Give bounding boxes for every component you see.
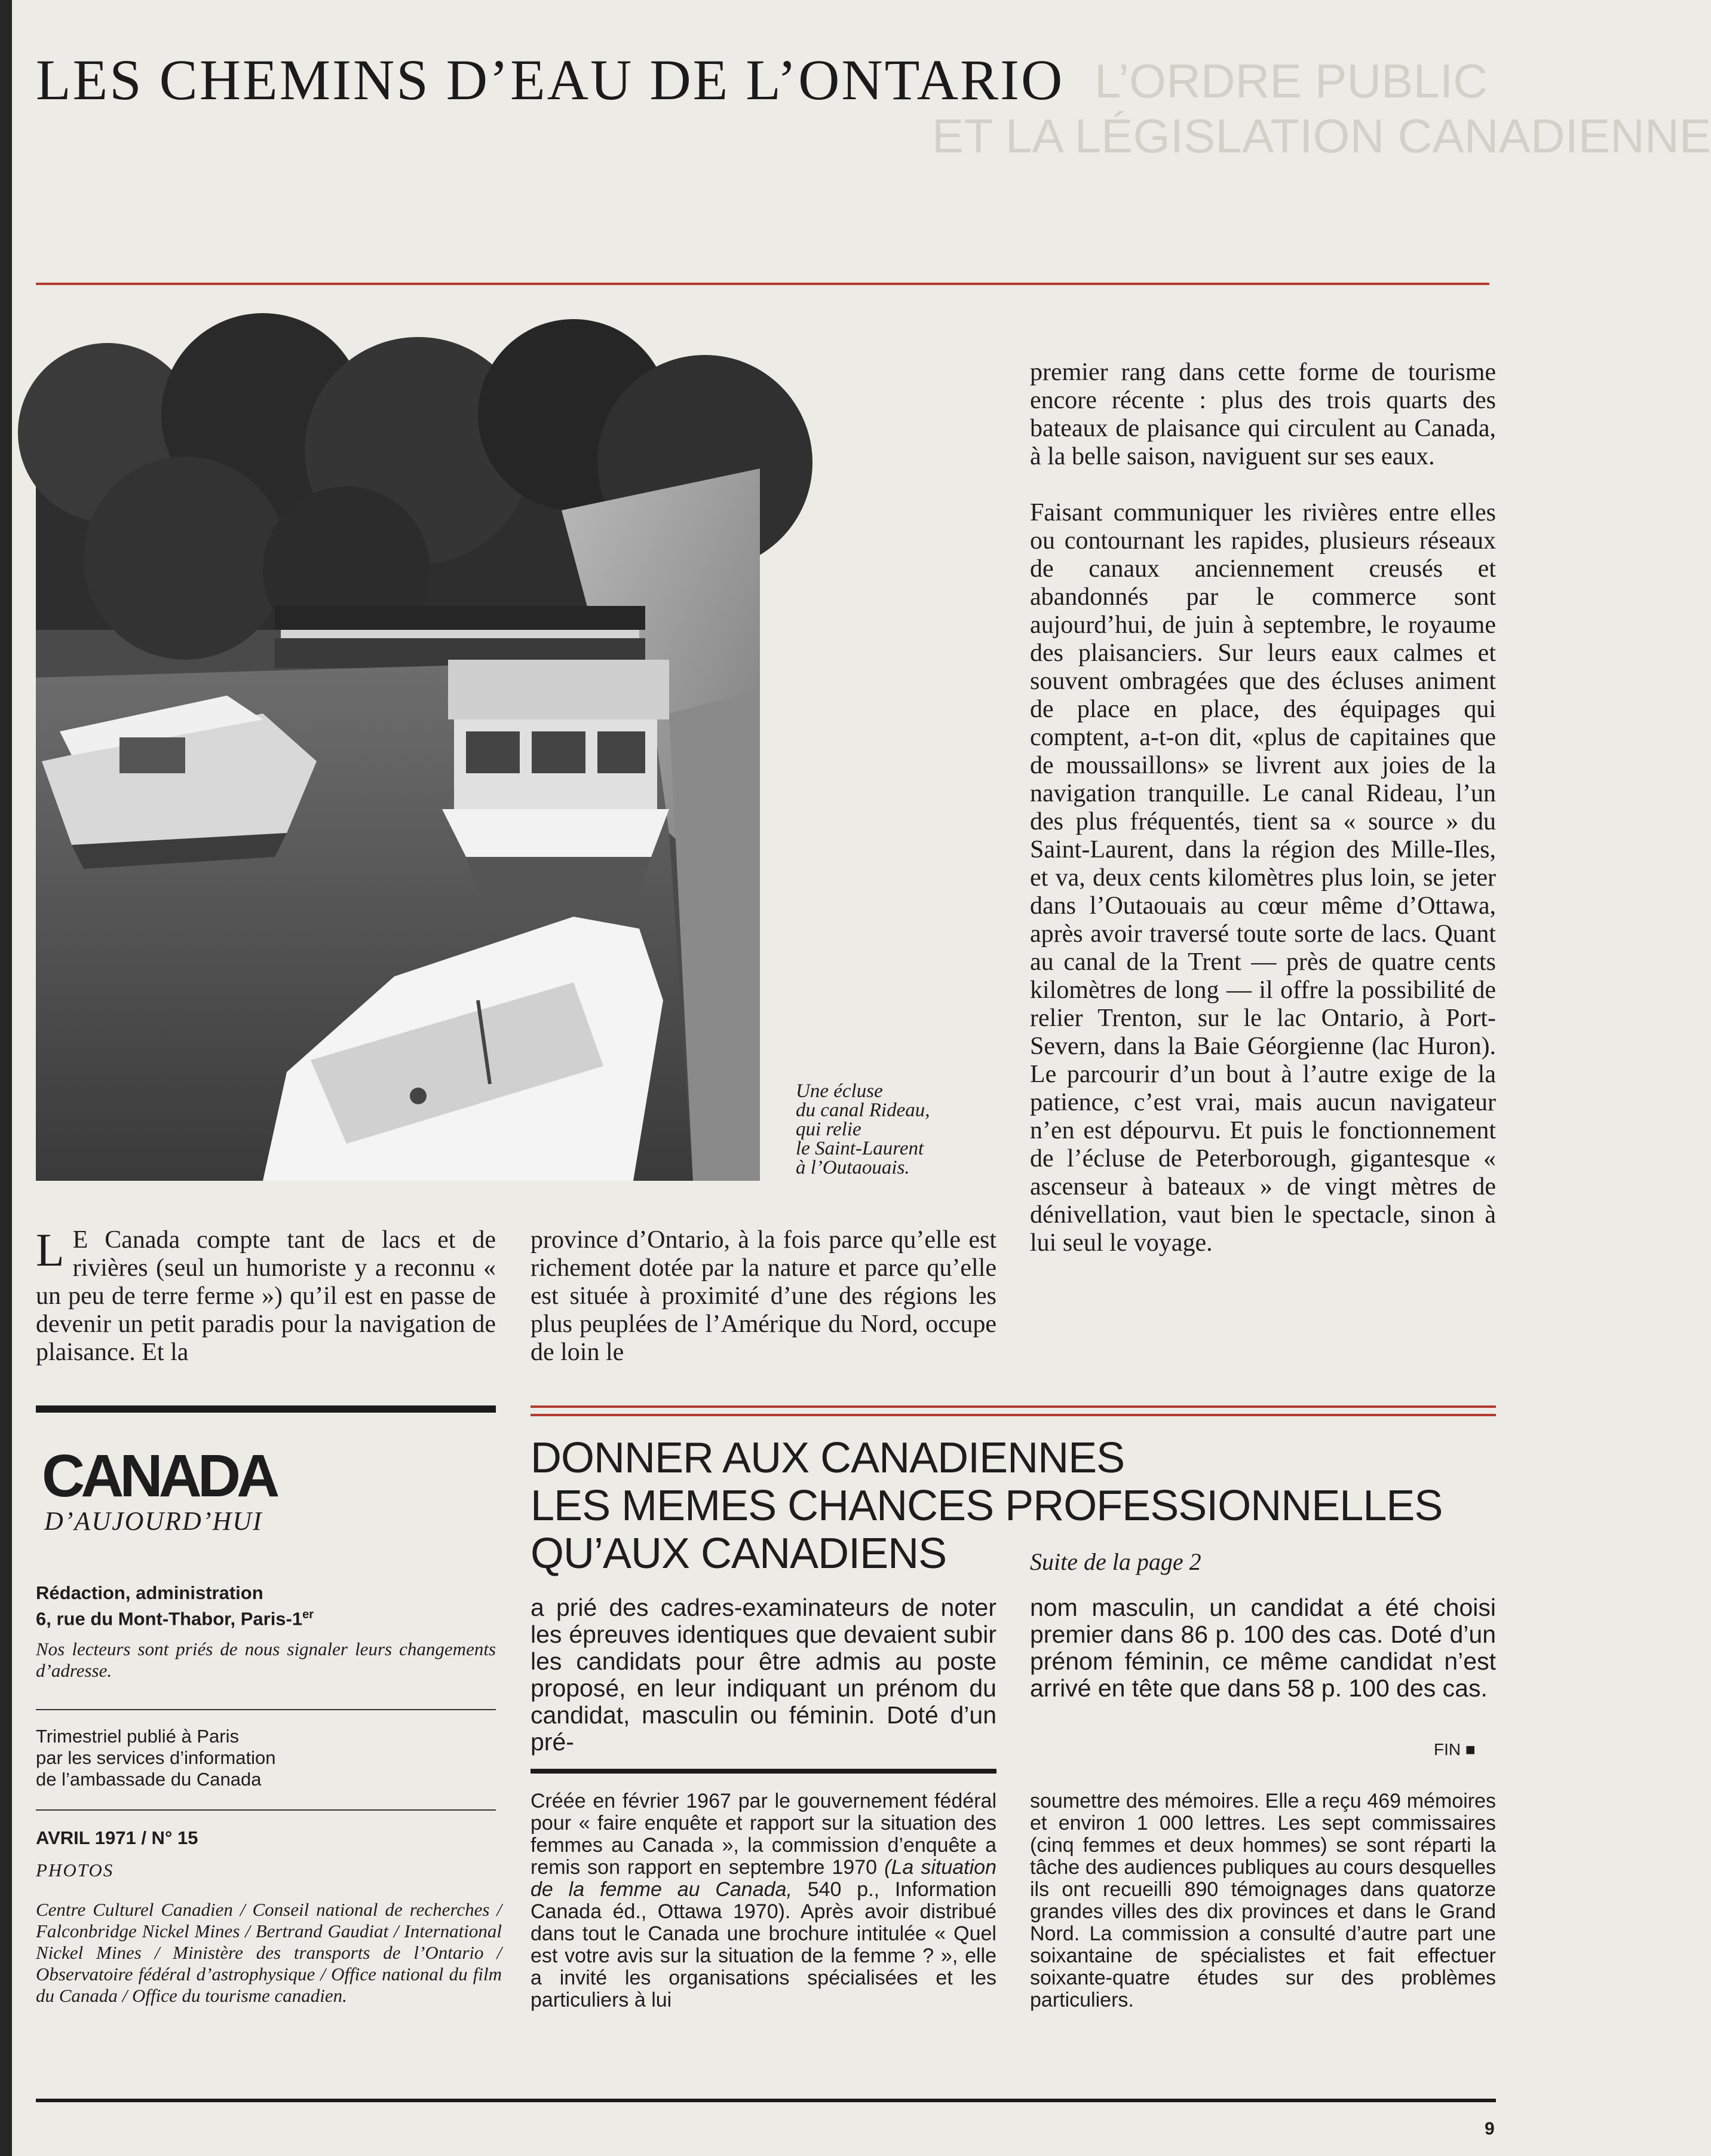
address-text: 6, rue du Mont-Thabor, Paris-1 bbox=[36, 1608, 303, 1630]
headline-line: LES MEMES CHANCES PROFESSIONNELLES bbox=[531, 1482, 1443, 1530]
masthead-rule bbox=[36, 1405, 496, 1413]
red-rule-top bbox=[531, 1405, 1496, 1408]
article-column-1 bbox=[36, 1226, 496, 1367]
page-number: 9 bbox=[1485, 2119, 1495, 2139]
lock-photo bbox=[36, 379, 760, 1181]
publication-line: par les services d’information bbox=[36, 1747, 276, 1768]
headline-line: DONNER AUX CANADIENNES bbox=[531, 1434, 1125, 1482]
article-column-2 bbox=[531, 1226, 996, 1367]
logo-subtitle: D’AUJOURD’HUI bbox=[44, 1506, 263, 1536]
show-through-text: L’ORDRE PUBLIC ET LA LÉGISLATION CANADIENNE bbox=[932, 54, 1711, 163]
article-text: 540 p., Information Canada éd., Ottawa 1970). Après avoir distribué dans tout le Canada une brochure intitulée « Quel est votre avis sur la situation de la femme ? », elle a invité les organisations spécialisées et les particuliers à lui bbox=[531, 1878, 997, 2011]
bottom-rule bbox=[36, 2099, 1496, 2102]
issue-number: AVRIL 1971 / N° 15 bbox=[36, 1827, 198, 1848]
page-title: LES CHEMINS D’EAU DE L’ONTARIO bbox=[36, 48, 1065, 112]
article-paragraph: Faisant communiquer les rivières entre elles ou contournant les rapides, plusieurs réseaux de canaux anciennement creusés et abandonnés par le commerce sont aujourd’hui, de juin à septembre, le royaume des plaisanciers. Sur leurs eaux calmes et souvent ombragées que des écluses animent de place en place, des équipages qui comptent, a-t-on dit, «plus de capitaines que de moussaillons» se livrent aux joies de la navigation tranquille. Le canal Rideau, l’un des plus fréquentés, tient sa « source » du Saint-Laurent, dans la région des Mille-Iles, et va, deux cents kilomètres plus loin, se jeter dans l’Outaouais au cœur même d’Ottawa, après avoir traversé toute sorte de lacs. Quant au canal de la Trent — près de quatre cents kilomètres de long — il offre la possibilité de relier Trenton, sur le lac Ontario, à Port-Severn, dans la Baie Géorgienne (lac Huron). Le parcourir d’un bout à l’autre exige de la patience, c’est vrai, mais aucun navigateur n’en est dépourvu. Et puis le fonctionnement de l’écluse de Peterborough, gigantesque « ascenseur à bateaux » de vingt mètres de dénivellation, vaut bien le spectacle, sinon à lui seul le voyage. bbox=[1030, 499, 1496, 1257]
redaction-address bbox=[36, 1582, 502, 1630]
publication-info bbox=[36, 1726, 496, 1790]
masthead-divider bbox=[36, 1709, 496, 1710]
masthead-divider bbox=[36, 1809, 496, 1811]
red-rule-bottom bbox=[531, 1414, 1496, 1416]
article-column-3 bbox=[1030, 359, 1496, 1257]
third-article-column-1 bbox=[531, 1790, 996, 2011]
report-title: (La situation de la femme au Canada, bbox=[531, 1856, 996, 1901]
second-article-column-2: nom masculin, un candidat a été choisi premier dans 86 p. 100 des cas. Doté d’un prénom féminin, ce même candidat n’est arrivé en tête que dans 58 p. 100 des cas. bbox=[1030, 1594, 1496, 1702]
headline bbox=[531, 1434, 1442, 1578]
caption-line: qui relie bbox=[796, 1119, 861, 1140]
article-paragraph: premier rang dans cette forme de tourisme encore récente : plus des trois quarts des bateaux de plaisance qui circulent au Canada, à la belle saison, naviguent sur ses eaux. bbox=[1030, 359, 1496, 470]
third-article-column-2: soumettre des mémoires. Elle a reçu 469 mémoires et environ 1 000 lettres. Les sept commissaires (cinq femmes et deux hommes) se sont réparti la tâche des audiences publiques au cours desquelles ils ont recueilli 890 témoignages dans quatorze grandes villes des dix provinces et dans le Grand Nord. La commission a consulté d’autre part une soixantaine de spécialistes et fait effectuer soixante-quatre études sur des problèmes particuliers. bbox=[1030, 1790, 1496, 2011]
canada-logo: CANADA bbox=[42, 1443, 276, 1509]
caption-line: à l’Outaouais. bbox=[796, 1157, 910, 1178]
second-article-column-1: a prié des cadres-examinateurs de noter les épreuves identiques que devaient subir les candidats pour être admis au poste proposé, en leur indiquant un prénom du candidat, masculin ou féminin. Doté d’un pré- bbox=[531, 1594, 996, 1756]
notice-text: Nos lecteurs sont priés de nous signaler leurs changements d’adresse. bbox=[36, 1639, 496, 1681]
redaction-line bbox=[36, 1604, 502, 1630]
caption-line: le Saint-Laurent bbox=[796, 1138, 924, 1159]
title-rule bbox=[36, 283, 1489, 285]
fin-marker: FIN ■ bbox=[1434, 1740, 1476, 1759]
article-text: E Canada compte tant de lacs et de rivières (seul un humoriste y a reconnu « un peu de terre ferme ») qu’il est en passe de devenir un petit paradis pour la navigation de plaisance. Et la bbox=[36, 1226, 496, 1366]
continued-from: Suite de la page 2 bbox=[1030, 1548, 1201, 1575]
photo-caption bbox=[796, 1082, 993, 1177]
lock-photo-illustration bbox=[36, 379, 760, 1181]
publication-line: Trimestriel publié à Paris bbox=[36, 1726, 239, 1747]
article-text: Créée en février 1967 par le gouvernement fédéral pour « faire enquête et rapport sur la situation des femmes au Canada », la commission d’enquête a remis son rapport en septembre 1970 bbox=[531, 1790, 996, 1879]
photo-credits: Centre Culturel Canadien / Conseil national de recherches / Falconbridge Nickel Mines / Bertrand Gaudiat / International Nickel Mines / Ministère des transports de l’Ontario / Observatoire fédéral d’astrophysique / Office national du film du Canada / Office du tourisme canadien. bbox=[36, 1899, 502, 2006]
publication-line: de l’ambassade du Canada bbox=[36, 1769, 262, 1790]
caption-line: du canal Rideau, bbox=[796, 1100, 930, 1121]
drop-cap: L bbox=[36, 1224, 65, 1276]
headline-line: QU’AUX CANADIENS bbox=[531, 1530, 947, 1578]
article-rule bbox=[531, 1769, 996, 1774]
redaction-line: Rédaction, administration bbox=[36, 1582, 263, 1603]
caption-line: Une écluse bbox=[796, 1080, 883, 1102]
address-sup: er bbox=[302, 1608, 314, 1621]
photos-label: PHOTOS bbox=[36, 1860, 114, 1881]
page-binding-edge bbox=[0, 0, 12, 2156]
article-text: province d’Ontario, à la fois parce qu’elle est richement dotée par la nature et parce qu’elle est située à proximité d’une des régions les plus peuplées de l’Amérique du Nord, occupe de loin le bbox=[531, 1226, 996, 1366]
